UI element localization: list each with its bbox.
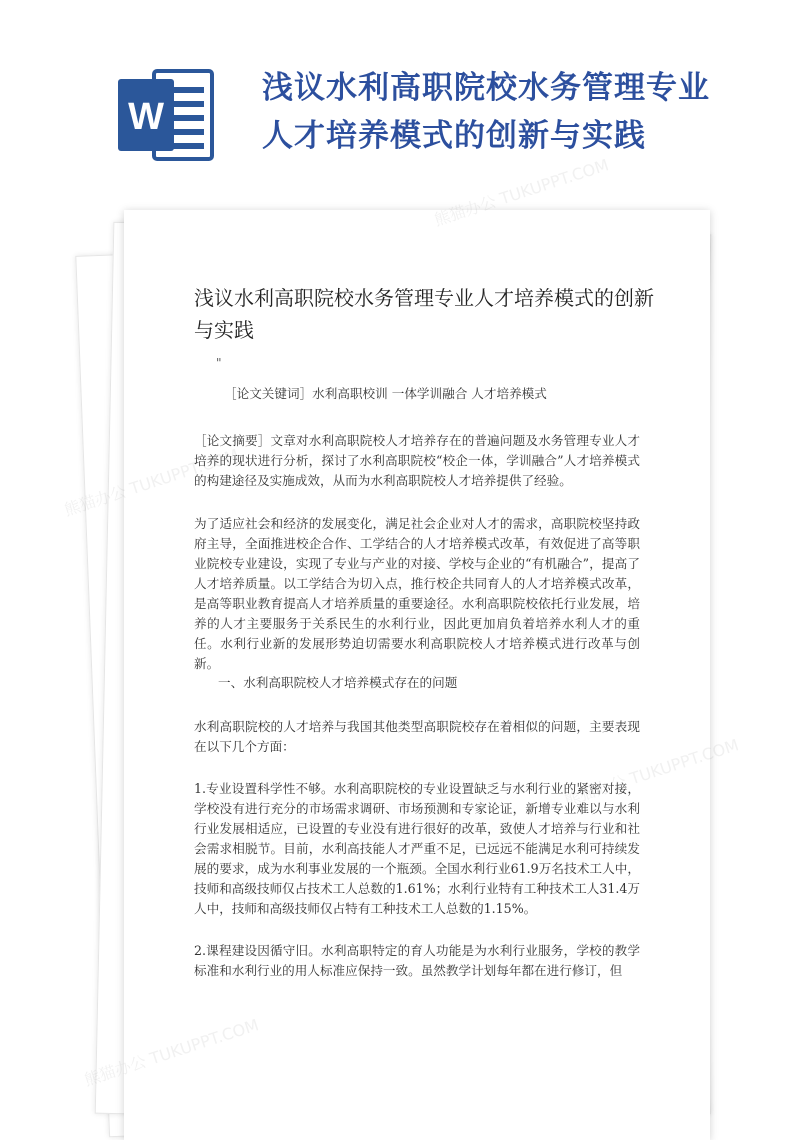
intro-paragraph: 为了适应社会和经济的发展变化，满足社会企业对人才的需求，高职院校坚持政府主导，全面推进校企合作、工学结合的人才培养模式改革，有效促进了高等职业院校专业建设，实现了专业与产业的对接、学校与企业的“有机融合”，提高了人才培养质量。以工学结合为切入点，推行校企共同育人的人才培养模式改革，是高等职业教育提高人才培养质量的重要途径。水利高职院校依托行业发展，培养的人才主要服务于关系民生的水利行业，因此更加肩负着培养水利人才的重任。水利行业新的发展形势迫切需要水利高职院校人才培养模式进行改革与创新。 — [194, 516, 640, 671]
section-heading: 一、水利高职院校人才培养模式存在的问题 — [218, 675, 458, 690]
document-title: 浅议水利高职院校水务管理专业人才培养模式的创新与实践 — [194, 286, 654, 342]
abstract-paragraph: ［论文摘要］文章对水利高职院校人才培养存在的普遍问题及水务管理专业人才培养的现状进行分析，探讨了水利高职院校“校企一体，学训融合”人才培养模式的构建途径及实施成效，从而为水利高职院校人才培养提供了经验。 — [194, 433, 640, 488]
word-icon — [118, 65, 218, 165]
watermark: 熊猫办公 TUKUPPT.COM — [431, 155, 611, 230]
document-page — [124, 210, 710, 1140]
svg-text:W: W — [128, 96, 164, 138]
keywords-line: ［论文关键词］水利高职校训 一体学训融合 人才培养模式 — [224, 386, 547, 401]
page-title: 浅议水利高职院校水务管理专业人才培养模式的创新与实践 — [262, 70, 710, 154]
list-item: 2.课程建设因循守旧。水利高职特定的育人功能是为水利行业服务，学校的教学标准和水利行业的用人标准应保持一致。虽然教学计划每年都在进行修订，但 — [194, 943, 640, 978]
list-item: 1.专业设置科学性不够。水利高职院校的专业设置缺乏与水利行业的紧密对接，学校没有进行充分的市场需求调研、市场预测和专家论证，新增专业难以与水利行业发展相适应，已设置的专业没有进行很好的改革，致使人才培养与行业和社会需求相脱节。目前，水利高技能人才严重不足，已远远不能满足水利可持续发展的要求，成为水利事业发展的一个瓶颈。全国水利行业61.9万名技术工人中，技师和高级技师仅占技术工人总数的1.61%；水利行业特有工种技术工人31.4万人中，技师和高级技师仅占特有工种技术工人总数的1.15%。 — [194, 781, 640, 916]
body-paragraph: 水利高职院校的人才培养与我国其他类型高职院校存在着相似的问题，主要表现在以下几个方面： — [194, 719, 640, 754]
stray-mark: " — [216, 356, 222, 370]
